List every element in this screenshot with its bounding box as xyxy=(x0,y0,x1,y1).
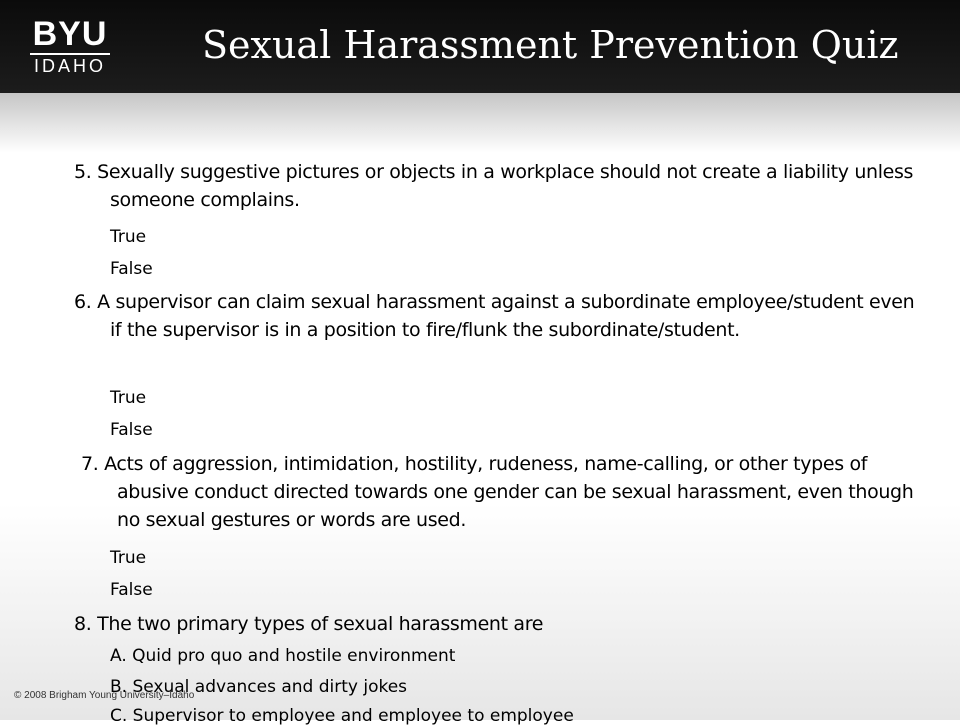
question-7: 7. Acts of aggression, intimidation, hostility, rudeness, name-calling, or other types of abusive conduct directed towards one gender can be sexual harassment, even though no sexual gestures or words are used. xyxy=(81,453,914,531)
slide-title: Sexual Harassment Prevention Quiz xyxy=(202,23,899,67)
question-8-option-a: A. Quid pro quo and hostile environment xyxy=(110,646,456,666)
copyright-footer: © 2008 Brigham Young University–Idaho xyxy=(14,690,195,701)
question-6-option-false: False xyxy=(110,420,153,440)
question-8: 8. The two primary types of sexual harassment are xyxy=(74,613,544,635)
question-5: 5. Sexually suggestive pictures or objects in a workplace should not create a liability unless someone complains. xyxy=(74,161,914,211)
question-5-option-true: True xyxy=(110,227,147,247)
question-5-option-false: False xyxy=(110,259,153,279)
question-8-option-c: C. Supervisor to employee and employee to employee xyxy=(110,706,574,726)
question-7-option-true: True xyxy=(110,548,147,568)
logo-wordmark-top: BYU xyxy=(32,15,108,53)
question-8-option-b: B. Sexual advances and dirty jokes xyxy=(110,677,408,697)
question-6-option-true: True xyxy=(110,388,147,408)
question-6: 6. A supervisor can claim sexual harassment against a subordinate employee/student even if the supervisor is in a position to fire/flunk the subordinate/student. xyxy=(74,291,915,341)
logo-wordmark-bottom: IDAHO xyxy=(33,56,106,76)
question-7-option-false: False xyxy=(110,580,153,600)
